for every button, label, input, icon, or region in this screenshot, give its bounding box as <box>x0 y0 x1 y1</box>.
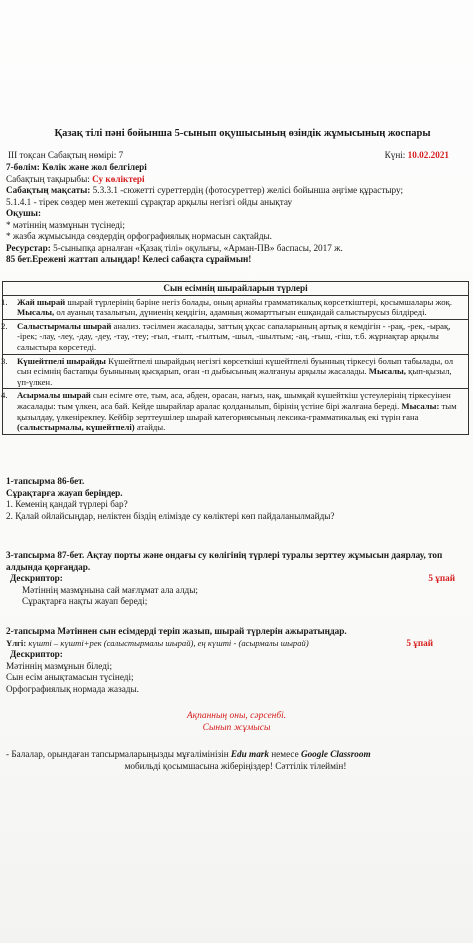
rule-number: 3. <box>1 355 8 366</box>
rule-item <box>3 296 468 320</box>
task-2-points: 5 ұпай <box>406 638 433 648</box>
task-2-descriptor-label: Дескриптор: <box>10 649 63 659</box>
student-item-1: * мәтіннің мазмұнын түсінеді; <box>6 219 125 230</box>
task-1-subheading: Сұрақтарға жауап беріңдер. <box>6 487 123 498</box>
signature-line-1: Ақпанның оны, сәрсенбі. <box>186 711 287 721</box>
rule-number: 4. <box>1 390 8 401</box>
task-3-descriptor-item-1: Мәтіннің мазмұнына сай мағлұмат ала алды; <box>22 584 198 595</box>
footer-line-1 <box>6 749 465 761</box>
term-lesson: ІІІ тоқсан Сабақтың нөмірі: 7 <box>8 150 124 160</box>
rule-item <box>3 320 468 355</box>
date-label: Күні: <box>384 150 408 160</box>
footer-app-google-classroom: Google Classroom <box>300 749 371 759</box>
rule-number: 2. <box>1 320 8 331</box>
rule-example: тым қызылдау, үлкенірекпеу. Кейбір зерттеушілер шырай категориясының лексика-грамматикалық екі түрін ғана <box>17 400 457 422</box>
task-3-points: 5 ұпай <box>428 573 455 583</box>
task-1-question-1: 1. Кеменің қандай түрлері бар? <box>6 499 128 509</box>
rule-example-label: Мысалы, <box>17 307 55 318</box>
term-date-row <box>6 150 469 162</box>
task-1-heading: 1-тапсырма 86-бет. <box>6 476 85 486</box>
goals-line-1: 5.3.3.1 -сюжетті суреттердің (фотосуреттер) желісі бойынша әңгіме құрастыру; <box>90 185 404 195</box>
footer-app-edu-mark: Edu mark <box>230 749 269 759</box>
date-value: 10.02.2021 <box>407 150 449 160</box>
resources <box>6 243 469 255</box>
rule-number: 1. <box>1 296 8 307</box>
lesson-topic <box>6 174 469 186</box>
rule-example-label: Мысалы: <box>401 400 440 411</box>
rule-tail-bold: (салыстырмалы, күшейтпелі) <box>17 422 135 433</box>
rule-example-label: Мысалы, <box>368 366 406 377</box>
task-2-sample <box>6 638 469 650</box>
task-2-sample-label: Үлгі: <box>6 637 27 648</box>
task-3 <box>6 550 469 608</box>
signature-line-2: Сынып жұмысы <box>202 723 271 733</box>
footer-text-2: немесе <box>268 749 301 759</box>
footer-text-1: - Балалар, орындаған тапсырмаларыңызды мұғалімінізін <box>6 749 231 759</box>
resource-label: Ресурстар: <box>6 242 51 253</box>
footer-note <box>6 749 465 772</box>
student-item-2: * жазба жұмысында сөздердің орфографиялық нормасын сақтайды. <box>6 231 272 241</box>
task-3-descriptor-label: Дескриптор: <box>10 573 63 583</box>
task-2-descriptor-item-1: Мәтіннің мазмұнын біледі; <box>6 660 113 671</box>
goals-line-2: 5.1.4.1 - тірек сөздер мен жетекші сұрақтар арқылы негізгі ойды анықтау <box>6 196 293 207</box>
task-2-descriptor-item-3: Орфографиялық нормада жазады. <box>6 683 139 694</box>
task-1 <box>6 476 469 522</box>
task-2-sample-text: күшті – күшті+рек (салыстырмалы шырай), ең күшті - (асырмалы шырай) <box>26 637 309 648</box>
section-title: 7-бөлім: Көлік және жол белгілері <box>6 162 147 172</box>
task-2-heading: 2-тапсырма Мәтіннен сын есімдерді теріп жазып, шырай түрлерін ажыратыңдар. <box>6 626 347 636</box>
rule-term: Асырмалы шырай <box>17 390 91 401</box>
task-1-question-2: 2. Қалай ойлайсыңдар, неліктен біздің елімізде су көліктері көп пайдаланылмайды? <box>6 510 335 521</box>
rules-table <box>2 281 469 435</box>
lesson-goals <box>6 185 469 197</box>
rule-note: 85 бет.Ережені жаттап алыңдар! Келесі сабақта сұраймын! <box>6 254 252 264</box>
goals-label: Сабақтың мақсаты: <box>6 185 91 195</box>
task-2 <box>6 626 469 695</box>
rules-table-header: Сын есімнің шырайларын түрлері <box>3 282 468 296</box>
student-label: Оқушы: <box>6 208 42 218</box>
rule-tail: атайды. <box>134 422 166 433</box>
topic-label: Сабақтың тақырыбы: <box>6 173 90 184</box>
task-2-descriptor-item-2: Сын есім анықтамасын түсінеді; <box>6 672 134 682</box>
rule-text: сын есімге өте, тым, аса, әбден, орасан, нағыз, нақ, шымқай күшейткіш үстеулерінің тіркесуінен жасалады: тым үлкен, аса бай. Кейде шырайлар аралас қолданылып, бірінің үстіне бірі жалғана береді. <box>17 390 451 411</box>
document-title: Қазақ тілі пәні бойынша 5-сынып оқушысының өзіндік жұмысының жоспары <box>54 128 431 139</box>
rule-text: шырай түрлерінің бәріне негіз болады, оның арнайы грамматикалық көрсеткіштері, қосымшалары жоқ. <box>65 296 452 307</box>
rule-example: ол ауаның тазалығын, дүниенің кеңдігін, адамның жомарттығын ешқандай салыстырусыз білдіреді. <box>54 307 427 318</box>
rule-term: Салыстырмалы шырай <box>17 320 112 331</box>
footer-line-2: мобильді қосымшасына жіберіңіздер! Сәттілік тілеймін! <box>124 760 347 771</box>
rule-term: Күшейтпелі шырайды <box>17 355 106 366</box>
task-3-heading: 3-тапсырма 87-бет. Ақтау порты және ондағы су көлігінің түрлері туралы зерттеу жұмысын даярлау, топ алдында қорғаңдар. <box>6 550 443 572</box>
rule-text: анализ. тәсілмен жасалады, заттың ұқсас сапаларының артық я кемдігін - -рақ, -рек, -ырақ, -ірек; -лау, -леу, -дау, -деу, -тау, -теу; -ғыл, -ғылт, -ғылтым, -шыл, -шылтым; -аң, -ғыш, -гіш, т.б. жұрнақтар арқылы салыстыра көрсетеді. <box>17 320 451 352</box>
rule-item <box>3 355 468 390</box>
signature <box>0 710 473 734</box>
rule-item <box>3 389 468 433</box>
task-3-descriptor-item-2: Сұрақтарға нақты жауап береді; <box>22 596 148 606</box>
resource-value: 5-сыныпқа арналған «Қазақ тілі» оқулығы, «Арман-ПВ» баспасы, 2017 ж. <box>50 242 343 253</box>
rule-example: қып-қызыл, үп-үлкен. <box>17 366 452 387</box>
topic-value: Су көліктері <box>92 173 145 184</box>
lesson-info <box>6 150 469 266</box>
rule-term: Жай шырай <box>17 296 66 307</box>
rule-text: Күшейтпелі шырайдың негізгі көрсеткіші күшейтпелі буынның тіркесуі болып табылады, ол сын есімнің бастапқы буынының қысқарып, оған -п дыбысының жалғануы арқылы жасалады. <box>17 355 454 377</box>
date <box>385 150 449 162</box>
